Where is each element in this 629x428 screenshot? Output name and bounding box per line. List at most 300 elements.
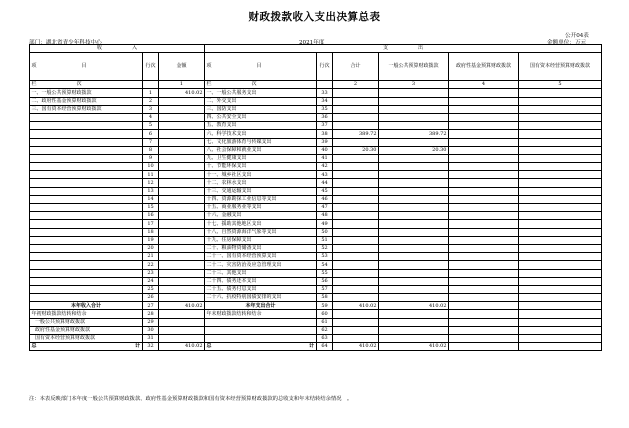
expense-general [379,179,449,187]
income-amount [159,105,205,113]
carry-sub-label: 一般公共预算财政拨款 [30,318,143,326]
income-amount [159,122,205,130]
expense-item: 二十一、国有资本经营预算支出 [205,253,317,261]
expense-total [333,179,379,187]
income-total-amount: 410.02 [159,302,205,310]
table-row [30,89,602,97]
expense-fund [449,138,519,146]
grand-left-amount: 410.02 [159,343,205,351]
income-amount [159,97,205,105]
expense-line: 37 [317,122,333,130]
lan-2: 2 [333,81,379,89]
income-amount [159,138,205,146]
expense-fund [449,236,519,244]
expense-total [333,294,379,302]
col-total: 合计 [333,53,379,81]
expense-item: 一、一般公共服务支出 [205,89,317,97]
expense-item: 十四、资源勘探工业信息等支出 [205,195,317,203]
expense-item: 二十二、灾害防治及应急管理支出 [205,261,317,269]
income-item [30,228,143,236]
end-sub-line: 63 [317,335,333,343]
grand-left-char: 总 [31,343,37,350]
income-item [30,187,143,195]
expense-general [379,105,449,113]
income-item [30,220,143,228]
carry-sub-label: 政府性基金预算财政拨款 [30,326,143,334]
expense-fund [449,154,519,162]
expense-total [333,212,379,220]
expense-total [333,113,379,121]
expense-general: 20.30 [379,146,449,154]
grand-total-label-right [205,343,317,351]
expense-line: 34 [317,97,333,105]
income-item [30,130,143,138]
table-row [30,179,602,187]
income-line: 6 [143,130,159,138]
income-line: 16 [143,212,159,220]
grand-right-line: 64 [317,343,333,351]
table-row [30,335,602,343]
grand-right-char-r: 计 [308,343,314,350]
expense-line: 51 [317,236,333,244]
lan-label-income: 栏 次 [30,81,143,89]
table-row [30,105,602,113]
income-item [30,294,143,302]
lan-4: 4 [449,81,519,89]
expense-fund [449,171,519,179]
table-row [30,154,602,162]
income-amount [159,294,205,302]
expense-general [379,97,449,105]
income-line: 25 [143,285,159,293]
expense-header: 支 出 [205,45,602,53]
expense-line: 35 [317,105,333,113]
expense-line: 49 [317,220,333,228]
expense-general [379,163,449,171]
table-row [30,220,602,228]
expense-capital [519,154,602,162]
expense-total: 20.30 [333,146,379,154]
expense-general [379,220,449,228]
expense-fund [449,269,519,277]
expense-line: 43 [317,171,333,179]
expense-item: 二十四、债务还本支出 [205,277,317,285]
table-row [30,138,602,146]
expense-capital [519,187,602,195]
expense-line: 55 [317,269,333,277]
income-item: 一、一般公共预算财政拨款 [30,89,143,97]
expense-item: 二十、粮油物资储备支出 [205,244,317,252]
expense-item: 二十六、抗疫特别国债安排的支出 [205,294,317,302]
income-amount [159,204,205,212]
table-row [30,294,602,302]
expense-capital [519,179,602,187]
income-item [30,277,143,285]
income-item [30,195,143,203]
table-row [30,130,602,138]
income-line: 12 [143,179,159,187]
income-item [30,171,143,179]
income-item [30,285,143,293]
expense-line: 45 [317,187,333,195]
expense-capital [519,130,602,138]
expense-line: 52 [317,244,333,252]
income-item: 二、政府性基金预算财政拨款 [30,97,143,105]
expense-line: 41 [317,154,333,162]
expense-general [379,171,449,179]
expense-general [379,204,449,212]
carry-label: 年初财政拨款结转和结余 [30,310,143,318]
carry-sub-line: 30 [143,326,159,334]
expense-total-label: 本年支出合计 [205,302,317,310]
income-item [30,261,143,269]
expense-total: 389.72 [333,130,379,138]
col-capital: 国有资本经营预算财政拨款 [519,53,602,81]
expense-total [333,97,379,105]
expense-general [379,236,449,244]
expense-total [333,236,379,244]
expense-fund [449,97,519,105]
table-row [30,146,602,154]
income-item [30,269,143,277]
expense-line: 46 [317,195,333,203]
expense-capital [519,89,602,97]
table-row [30,269,602,277]
income-amount [159,212,205,220]
expense-total [333,244,379,252]
expense-total [333,195,379,203]
income-line: 2 [143,97,159,105]
expense-line: 39 [317,138,333,146]
income-line: 23 [143,269,159,277]
expense-total [333,138,379,146]
expense-line: 42 [317,163,333,171]
expense-fund [449,253,519,261]
expense-total [333,163,379,171]
income-amount [159,269,205,277]
table-row [30,195,602,203]
expense-fund [449,285,519,293]
footnote: 注：本表反映部门本年度一般公共预算财政拨款、政府性基金预算财政拨款和国有资本经营预算财政拨款的总收支和年末结转结余情况 。 [29,396,353,402]
expense-fund [449,105,519,113]
col-item-income: 项 目 [30,53,143,81]
income-item [30,212,143,220]
expense-fund [449,220,519,228]
expense-capital [519,105,602,113]
expense-capital [519,236,602,244]
expense-total-amount: 410.02 [333,302,379,310]
carry-sub-label: 国有资本经营预算财政拨款 [30,335,143,343]
expense-general [379,253,449,261]
expense-line: 47 [317,204,333,212]
end-line: 60 [317,310,333,318]
income-item [30,122,143,130]
income-line: 17 [143,220,159,228]
expense-total [333,122,379,130]
expense-item: 二十五、债务付息支出 [205,285,317,293]
expense-total [333,187,379,195]
income-line: 18 [143,228,159,236]
expense-capital [519,171,602,179]
income-amount [159,261,205,269]
expense-capital [519,294,602,302]
table-row [30,113,602,121]
expense-general [379,154,449,162]
expense-fund [449,277,519,285]
unit-label: 金额单位：万元 [547,40,587,46]
expense-item: 十、节能环保支出 [205,163,317,171]
expense-item: 十二、农林水支出 [205,179,317,187]
col-amount: 金额 [159,53,205,81]
income-item [30,253,143,261]
table-row [30,253,602,261]
expense-total [333,277,379,285]
expense-general [379,269,449,277]
expense-line: 53 [317,253,333,261]
income-line: 3 [143,105,159,113]
expense-total-general: 410.02 [379,302,449,310]
income-line: 19 [143,236,159,244]
table-row [30,244,602,252]
grand-right-char: 计 [134,343,140,350]
expense-fund [449,212,519,220]
expense-capital [519,244,602,252]
col-line-expense: 行次 [317,53,333,81]
table-row [30,326,602,334]
expense-capital [519,220,602,228]
expense-general [379,122,449,130]
expense-fund [449,113,519,121]
grand-left-line: 32 [143,343,159,351]
expense-fund [449,228,519,236]
expense-item: 十三、交通运输支出 [205,187,317,195]
income-amount [159,187,205,195]
income-amount [159,253,205,261]
fiscal-year: 2021年度 [299,40,325,46]
expense-capital [519,163,602,171]
col-fund: 政府性基金预算财政拨款 [449,53,519,81]
end-label: 年末财政拨款结转和结余 [205,310,317,318]
income-line: 4 [143,113,159,121]
table-row [30,122,602,130]
expense-total [333,204,379,212]
expense-total [333,105,379,113]
expense-item: 十九、住房保障支出 [205,236,317,244]
table-row [30,204,602,212]
income-item [30,179,143,187]
expense-fund [449,89,519,97]
income-line: 13 [143,187,159,195]
expense-fund [449,146,519,154]
income-line: 15 [143,204,159,212]
income-item [30,113,143,121]
expense-fund [449,187,519,195]
expense-general [379,138,449,146]
expense-fund [449,294,519,302]
income-amount [159,179,205,187]
income-amount [159,154,205,162]
expense-general [379,195,449,203]
expense-item: 十六、金融支出 [205,212,317,220]
expense-line: 33 [317,89,333,97]
income-line: 14 [143,195,159,203]
expense-item: 八、社会保障和就业支出 [205,146,317,154]
expense-capital [519,97,602,105]
budget-table [29,44,602,351]
expense-total [333,154,379,162]
carry-sub-line: 31 [143,335,159,343]
expense-line: 54 [317,261,333,269]
expense-line: 50 [317,228,333,236]
income-amount [159,171,205,179]
expense-general [379,228,449,236]
grand-total-label [30,343,143,351]
lan-1: 1 [159,81,205,89]
expense-line: 56 [317,277,333,285]
income-item [30,244,143,252]
income-header: 收 入 [30,45,205,53]
income-total-label: 本年收入合计 [30,302,143,310]
expense-general [379,187,449,195]
expense-capital [519,269,602,277]
expense-capital [519,113,602,121]
expense-fund [449,179,519,187]
income-amount [159,285,205,293]
expense-line: 58 [317,294,333,302]
expense-total [333,228,379,236]
income-amount [159,228,205,236]
table-row [30,261,602,269]
expense-total-line: 59 [317,302,333,310]
grand-left-char-r: 总 [206,343,212,350]
income-item [30,163,143,171]
income-amount [159,113,205,121]
income-amount [159,244,205,252]
lan-label-expense: 栏 次 [205,81,317,89]
income-amount [159,236,205,244]
table-row [30,187,602,195]
expense-total [333,285,379,293]
expense-line: 36 [317,113,333,121]
expense-general [379,113,449,121]
expense-total [333,89,379,97]
lan-3: 3 [379,81,449,89]
expense-capital [519,212,602,220]
end-sub-line: 61 [317,318,333,326]
expense-item: 二十三、其他支出 [205,269,317,277]
expense-total [333,220,379,228]
expense-general [379,212,449,220]
income-item [30,138,143,146]
expense-capital [519,204,602,212]
income-line: 10 [143,163,159,171]
table-row [30,285,602,293]
income-item [30,236,143,244]
expense-capital [519,195,602,203]
income-line: 5 [143,122,159,130]
expense-line: 40 [317,146,333,154]
income-amount [159,220,205,228]
table-row [30,163,602,171]
expense-item: 七、文化旅游体育与传媒支出 [205,138,317,146]
expense-capital [519,285,602,293]
income-line: 9 [143,154,159,162]
expense-item: 九、卫生健康支出 [205,154,317,162]
expense-total [333,171,379,179]
carry-line: 28 [143,310,159,318]
expense-capital [519,122,602,130]
expense-capital [519,228,602,236]
expense-general [379,244,449,252]
expense-line: 48 [317,212,333,220]
table-row [30,277,602,285]
income-amount [159,146,205,154]
carry-sub-line: 29 [143,318,159,326]
department-label: 部门：湖北省青少年科技中心 [29,40,102,46]
income-amount [159,130,205,138]
table-row [30,318,602,326]
expense-capital [519,138,602,146]
expense-total [333,253,379,261]
income-item [30,204,143,212]
income-item [30,146,143,154]
income-line: 24 [143,277,159,285]
expense-general [379,285,449,293]
expense-item: 二、外交支出 [205,97,317,105]
expense-fund [449,195,519,203]
expense-total [333,269,379,277]
income-line: 7 [143,138,159,146]
expense-item: 十八、自然资源海洋气象等支出 [205,228,317,236]
expense-capital [519,253,602,261]
income-amount: 410.02 [159,89,205,97]
expense-item: 十一、城乡社区支出 [205,171,317,179]
income-total-line: 27 [143,302,159,310]
income-line: 1 [143,89,159,97]
expense-general [379,261,449,269]
income-amount [159,163,205,171]
expense-general [379,277,449,285]
income-line: 22 [143,261,159,269]
table-row [30,228,602,236]
expense-item: 四、公共安全支出 [205,113,317,121]
expense-fund [449,122,519,130]
income-amount [159,195,205,203]
income-amount [159,277,205,285]
expense-fund [449,130,519,138]
grand-general: 410.02 [379,343,449,351]
expense-fund [449,261,519,269]
expense-item: 十五、商业服务业等支出 [205,204,317,212]
expense-item: 五、教育支出 [205,122,317,130]
form-number: 公开04表 [565,33,589,39]
expense-capital [519,146,602,154]
table-row [30,97,602,105]
expense-item: 十七、援助其他地区支出 [205,220,317,228]
income-item: 三、国有资本经营预算财政拨款 [30,105,143,113]
end-sub-line: 62 [317,326,333,334]
table-row [30,236,602,244]
expense-capital [519,277,602,285]
expense-capital [519,261,602,269]
lan-5: 5 [519,81,602,89]
table-row [30,212,602,220]
table-row [30,171,602,179]
expense-item: 三、国防支出 [205,105,317,113]
grand-total: 410.02 [333,343,379,351]
income-line: 21 [143,253,159,261]
expense-fund [449,204,519,212]
